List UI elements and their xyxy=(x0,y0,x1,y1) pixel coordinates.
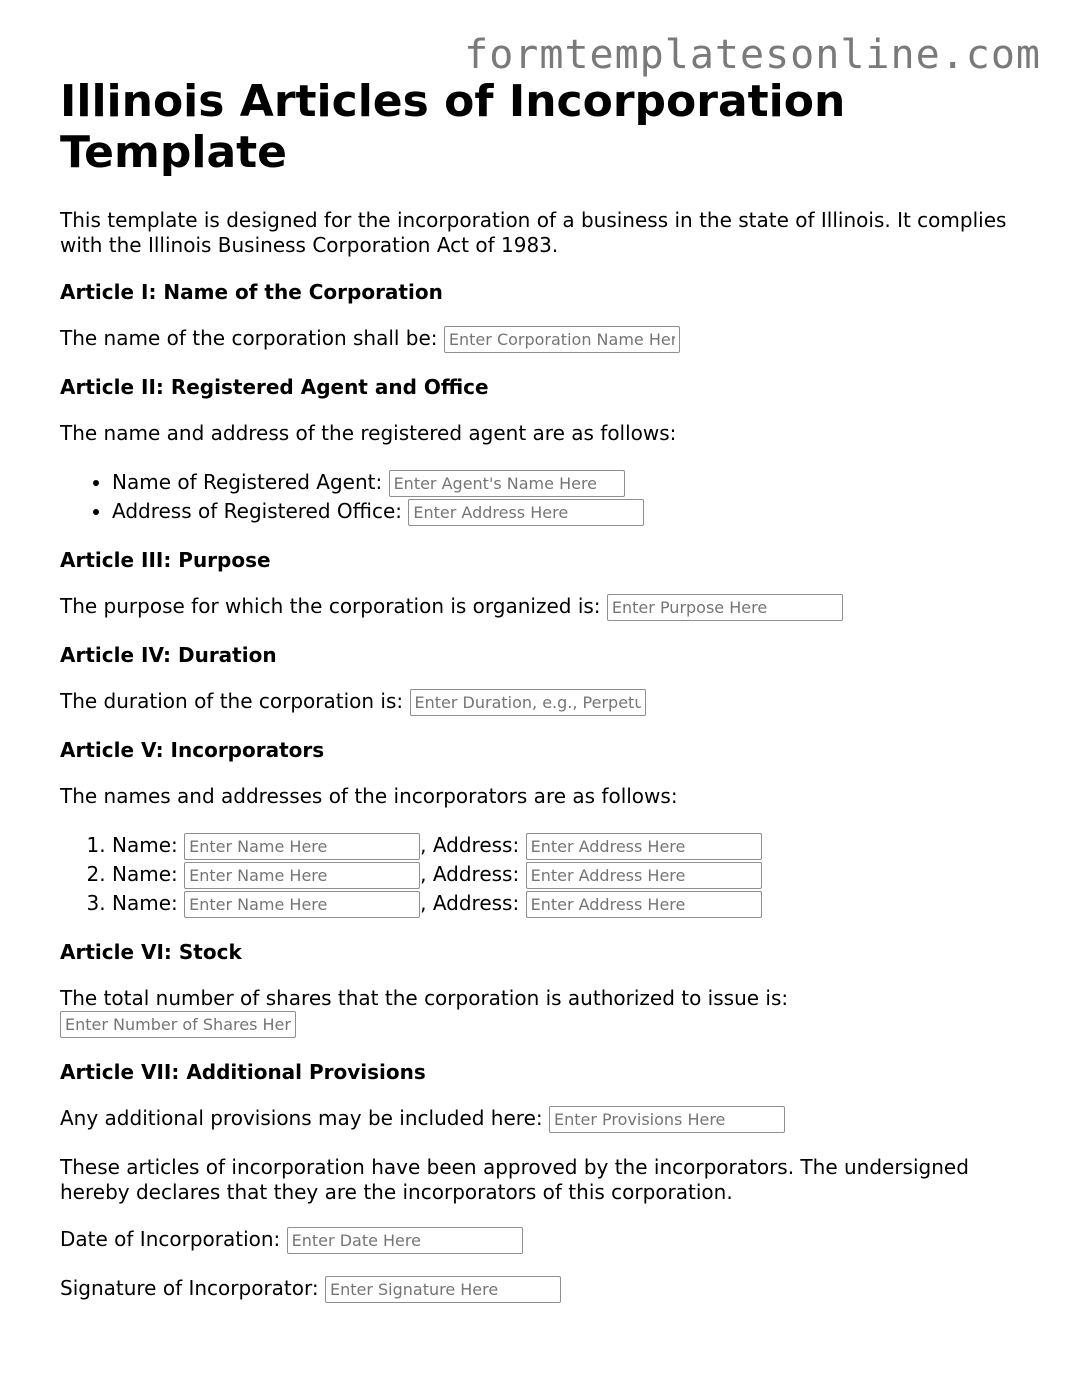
incorporator-address-label: , Address: xyxy=(420,862,520,886)
article-3-row xyxy=(60,594,1040,621)
article-6-text: The total number of shares that the corporation is authorized to issue is: xyxy=(60,986,789,1010)
page-title: Illinois Articles of Incorporation Template xyxy=(60,76,846,178)
provisions-input[interactable] xyxy=(549,1106,785,1133)
incorporator-name-label: Name: xyxy=(112,891,178,915)
incorporator-address-label: , Address: xyxy=(420,891,520,915)
incorporator-name-label: Name: xyxy=(112,862,178,886)
document-page xyxy=(60,76,1040,1325)
signature-row xyxy=(60,1276,1040,1303)
article-4-heading: Article IV: Duration xyxy=(60,643,277,667)
agent-name-label: Name of Registered Agent: xyxy=(112,470,383,494)
date-row xyxy=(60,1227,1040,1254)
article-5-text: The names and addresses of the incorporators are as follows: xyxy=(60,784,678,808)
signature-label: Signature of Incorporator: xyxy=(60,1276,319,1300)
incorporator-1-address-input[interactable] xyxy=(526,833,762,860)
incorporator-2-address-input[interactable] xyxy=(526,862,762,889)
incorporator-2-name-input[interactable] xyxy=(184,862,420,889)
article-7-text: Any additional provisions may be included here: xyxy=(60,1106,543,1130)
shares-input[interactable] xyxy=(60,1011,296,1038)
list-item xyxy=(112,889,1040,918)
approval-paragraph: These articles of incorporation have been approved by the incorporators. The undersigned hereby declares that they are the incorporators of this corporation. xyxy=(60,1155,969,1204)
date-input[interactable] xyxy=(287,1227,523,1254)
watermark: formtemplatesonline.com xyxy=(464,32,1041,78)
office-address-input[interactable] xyxy=(408,499,644,526)
article-7-heading: Article VII: Additional Provisions xyxy=(60,1060,426,1084)
date-label: Date of Incorporation: xyxy=(60,1227,281,1251)
article-5-heading: Article V: Incorporators xyxy=(60,738,325,762)
list-item xyxy=(112,860,1040,889)
incorporator-address-label: , Address: xyxy=(420,833,520,857)
incorporator-3-name-input[interactable] xyxy=(184,891,420,918)
incorporator-name-label: Name: xyxy=(112,833,178,857)
article-2-heading: Article II: Registered Agent and Office xyxy=(60,375,489,399)
corporation-name-input[interactable] xyxy=(444,326,680,353)
article-4-text: The duration of the corporation is: xyxy=(60,689,404,713)
article-7-row xyxy=(60,1106,1040,1133)
article-6-heading: Article VI: Stock xyxy=(60,940,242,964)
article-1-text: The name of the corporation shall be: xyxy=(60,326,438,350)
article-3-text: The purpose for which the corporation is organized is: xyxy=(60,594,601,618)
article-1-heading: Article I: Name of the Corporation xyxy=(60,280,443,304)
list-item xyxy=(112,831,1040,860)
purpose-input[interactable] xyxy=(607,594,843,621)
office-address-label: Address of Registered Office: xyxy=(112,499,403,523)
intro-paragraph: This template is designed for the incorporation of a business in the state of Illinois. It complies with the Illinois Business Corporation Act of 1983. xyxy=(60,208,1007,257)
article-2-text: The name and address of the registered agent are as follows: xyxy=(60,421,677,445)
article-4-row xyxy=(60,689,1040,716)
registered-agent-list xyxy=(60,468,1040,526)
article-6-row xyxy=(60,986,1040,1038)
duration-input[interactable] xyxy=(410,689,646,716)
signature-input[interactable] xyxy=(325,1276,561,1303)
incorporators-list xyxy=(60,831,1040,918)
article-1-row xyxy=(60,326,1040,353)
list-item xyxy=(112,497,1040,526)
incorporator-1-name-input[interactable] xyxy=(184,833,420,860)
agent-name-input[interactable] xyxy=(389,470,625,497)
article-3-heading: Article III: Purpose xyxy=(60,548,271,572)
incorporator-3-address-input[interactable] xyxy=(526,891,762,918)
list-item xyxy=(112,468,1040,497)
